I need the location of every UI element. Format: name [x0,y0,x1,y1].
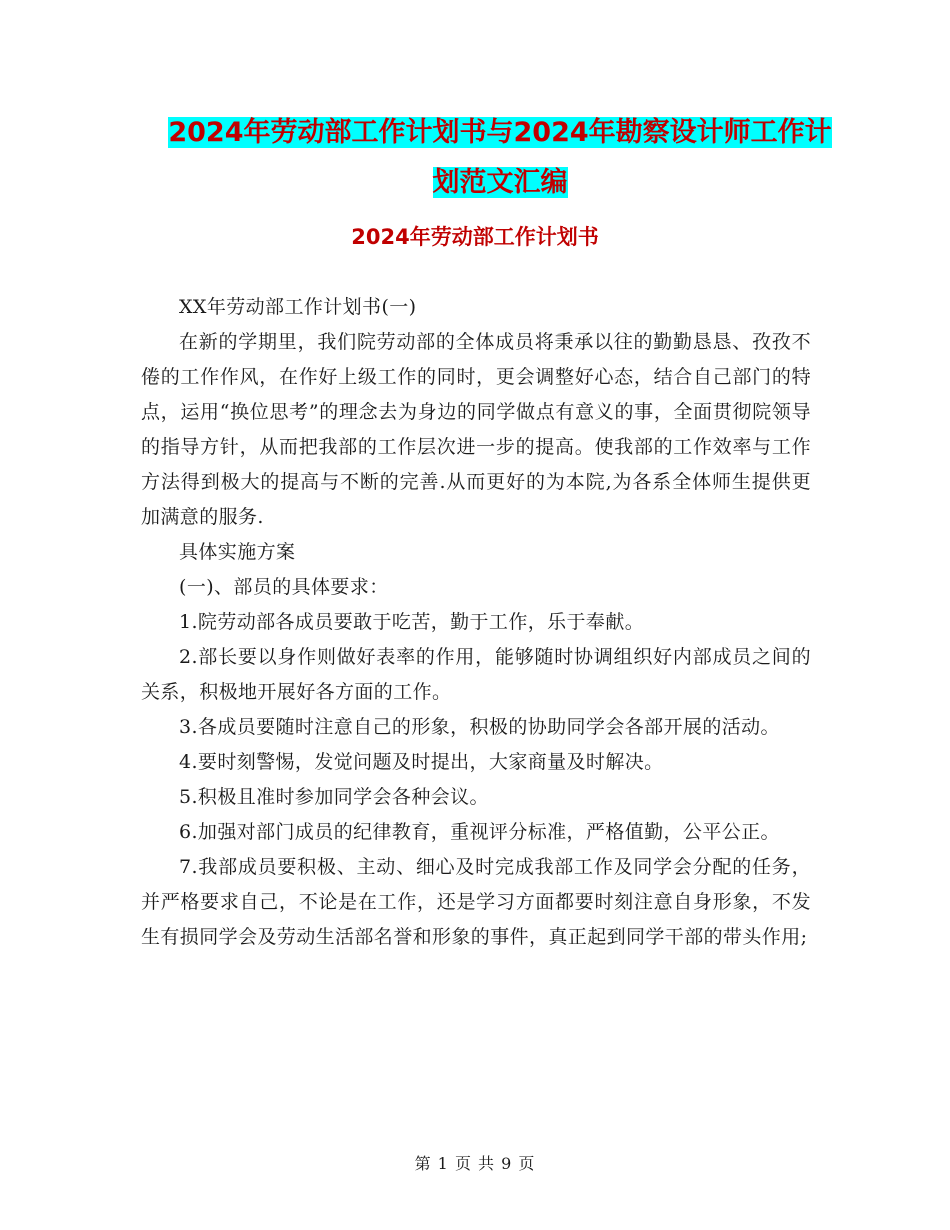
section-title: 2024年劳动部工作计划书 [351,225,599,249]
paragraph: 4.要时刻警惕，发觉问题及时提出，大家商量及时解决。 [179,751,664,773]
paragraph: 3.各成员要随时注意自己的形象，积极的协助同学会各部开展的活动。 [179,716,780,738]
document-title [150,108,850,208]
paragraph: (一)、部员的具体要求： [179,576,389,598]
paragraph: 5.积极且准时参加同学会各种会议。 [179,786,489,808]
document-body [141,290,811,955]
page-footer: 第 1 页 共 9 页 [414,1154,536,1173]
paragraph: 在新的学期里，我们院劳动部的全体成员将秉承以往的勤勤恳恳、孜孜不倦的工作作风，在作好上级工作的同时，更会调整好心态，结合自己部门的特点，运用“换位思考”的理念去为身边的同学做点有意义的事，全面贯彻院领导的指导方针，从而把我部的工作层次进一步的提高。使我部的工作效率与工作方法得到极大的提高与不断的完善.从而更好的为本院,为各系全体师生提供更加满意的服务. [141,331,811,528]
title-line-1: 2024年劳动部工作计划书与2024年勘察设计师工作计 [168,117,832,148]
paragraph: 1.院劳动部各成员要敢于吃苦，勤于工作，乐于奉献。 [179,611,645,633]
paragraph: 6.加强对部门成员的纪律教育，重视评分标准，严格值勤，公平公正。 [179,821,780,843]
title-line-2: 划范文汇编 [432,167,568,198]
paragraph: 2.部长要以身作则做好表率的作用，能够随时协调组织好内部成员之间的关系，积极地开展好各方面的工作。 [141,646,811,703]
paragraph: 具体实施方案 [179,541,296,563]
paragraph: XX年劳动部工作计划书(一) [179,296,417,318]
paragraph: 7.我部成员要积极、主动、细心及时完成我部工作及同学会分配的任务，并严格要求自己，不论是在工作，还是学习方面都要时刻注意自身形象，不发生有损同学会及劳动生活部名誉和形象的事件，真正起到同学干部的带头作用; [141,856,811,948]
